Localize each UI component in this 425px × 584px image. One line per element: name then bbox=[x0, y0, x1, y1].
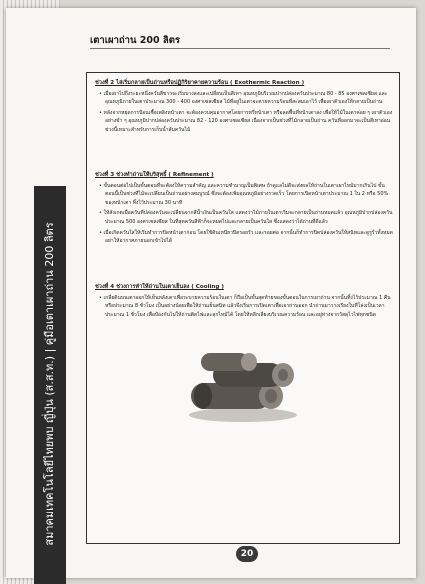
section-cooling bbox=[95, 283, 393, 321]
section-bullet: • เกลี่ยดินบนเตาออกให้เห็นหลังเตาเพื่อระบายความร้อนในเตา ก็ถือเป็นขั้นสุดท้ายของขั้นตอนในการเผาถ่าน จากนั้นทิ้งไว้ประมาณ 1 คืน หรือประมาณ 8 ชั่วโมง เป็นอย่างน้อยเพื่อให้ถ่านเย็นสนิท แล้วจึงเริ่มการเปิดเตาเพื่อเอาถ่านออก นำถ่านมาวางเรียงในที่โล่งเป็นเวลาประมาณ 1 ชั่วโมง เพื่อป้องกันไม่ให้ถ่านติดไฟและลุกไหม้ได้ โดยให้หลีกเลี่ยงบริเวณความร้อน และอยู่ห่างจากวัสดุไวไฟทุกชนิด bbox=[95, 294, 393, 320]
charcoal-logs-illustration bbox=[183, 343, 301, 425]
section-heading: ช่วงที่ 4 ช่วงการทำให้ถ่านในเตาเย็นลง ( Cooling ) bbox=[95, 284, 224, 290]
section-bullet: • ขั้นตอนต่อไปเป็นขั้นตอนที่จะต้องให้ความสำคัญ และความชำนาญเป็นพิเศษ ถ้าดูแลไม่ดีจะส่งผลให้ถ่านในเตาเผาไหม้มากเกินไป ขั้นตอนนี้เป็นช่วงที่ไม้จะเปลี่ยนเป็นถ่านอย่างสมบูรณ์ ซึ่งจะต้องเพิ่มอุณหภูมิอย่างรวดเร็ว โดยการเปิดหน้าเตาประมาณ 1 ใน 2 หรือ 50% ของหน้าเตา ทิ้งไว้ประมาณ 30 นาที bbox=[95, 182, 393, 208]
section-heading: ช่วงที่ 3 ช่วงทำถ่านให้บริสุทธิ์ ( Refinement ) bbox=[95, 172, 214, 178]
section-bullet: • ให้สังเกตเมื่อควันที่ปล่องควันจะเปลี่ยนจากสีน้ำเงินเป็นควันใส แสดงว่าไม้ภายในเตาเริ่มจะกลายเป็นถ่านหมดแล้ว อุณหภูมิปากปล่องควันประมาณ 500 องศาเซลเซียส ในที่สุดควันสีฟ้าก็จะหมดไปและกลายเป็นควันใส ซึ่งแสดงว่าได้ถ่านที่ดีแล้ว bbox=[95, 209, 393, 226]
side-tab bbox=[34, 186, 66, 584]
section-heading: ช่วงที่ 2 ไล่เริ่มกลายเป็นถ่านหรือปฏิกิริยาคายความร้อน ( Exothermic Reaction ) bbox=[95, 80, 305, 86]
section-exothermic bbox=[95, 79, 393, 137]
content-box bbox=[86, 72, 400, 544]
section-bullet: • เมื่อเกิดควันใสให้เริ่มทำการปิดหน้าเตาก่อน โดยใช้ดินเหนียวปิดรอยรั่ว และรอยต่อ จากนั้นก็ทำการปิดปล่องควันให้สนิทและดูรูรั่วทั้งหมดอย่าให้อากาศภายนอกเข้าไปได้ bbox=[95, 229, 393, 246]
header-divider bbox=[90, 48, 390, 49]
side-tab-label: สมาคมเทคโนโลยีไทยพบ ญี่ปุ่น (ส.ส.ท.) | คู่มือเตาเผาถ่าน 200 ลิตร bbox=[43, 222, 56, 546]
section-bullet: • เมื่อเผาไปถึงระยะหนึ่งควันสีขาวจะเริ่มบางลงและเปลี่ยนเป็นสีเทา อุณหภูมิบริเวณปากปล่องควันประมาณ 80 - 85 องศาเซลเซียส และอุณหภูมิภายในเตาประมาณ 300 - 400 องศาเซลเซียส ไม้ที่อยู่ในเตาจะคายความร้อนที่สะสมเอาไว้ เพื่อเผาตัวเองให้กลายเป็นถ่าน bbox=[95, 90, 393, 107]
book-page bbox=[6, 8, 416, 578]
page-number: 20 bbox=[236, 546, 258, 562]
section-refinement bbox=[95, 171, 393, 248]
page-header-title: เตาเผาถ่าน 200 ลิตร bbox=[90, 35, 181, 46]
section-bullet: • หลังจากหยุดการป้อนเชื้อเพลิงหน้าเตา จะต้องควบคุมอากาศโดยการหรี่หน้าเตา หรือลดพื้นที่หน้าเตาลง เพื่อให้ไม้ในเตาค่อย ๆ เผาตัวเองอย่างช้า ๆ อุณหภูมิปากปล่องควันประมาณ 82 - 120 องศาเซลเซียส เนื่องจากเป็นช่วงที่ไม้กลายเป็นถ่าน ควันที่ออกมาจะเป็นสีเทาอ่อน ช่วงนี้เหมาะสำหรับการเก็บน้ำส้มควันไม้ bbox=[95, 109, 393, 135]
